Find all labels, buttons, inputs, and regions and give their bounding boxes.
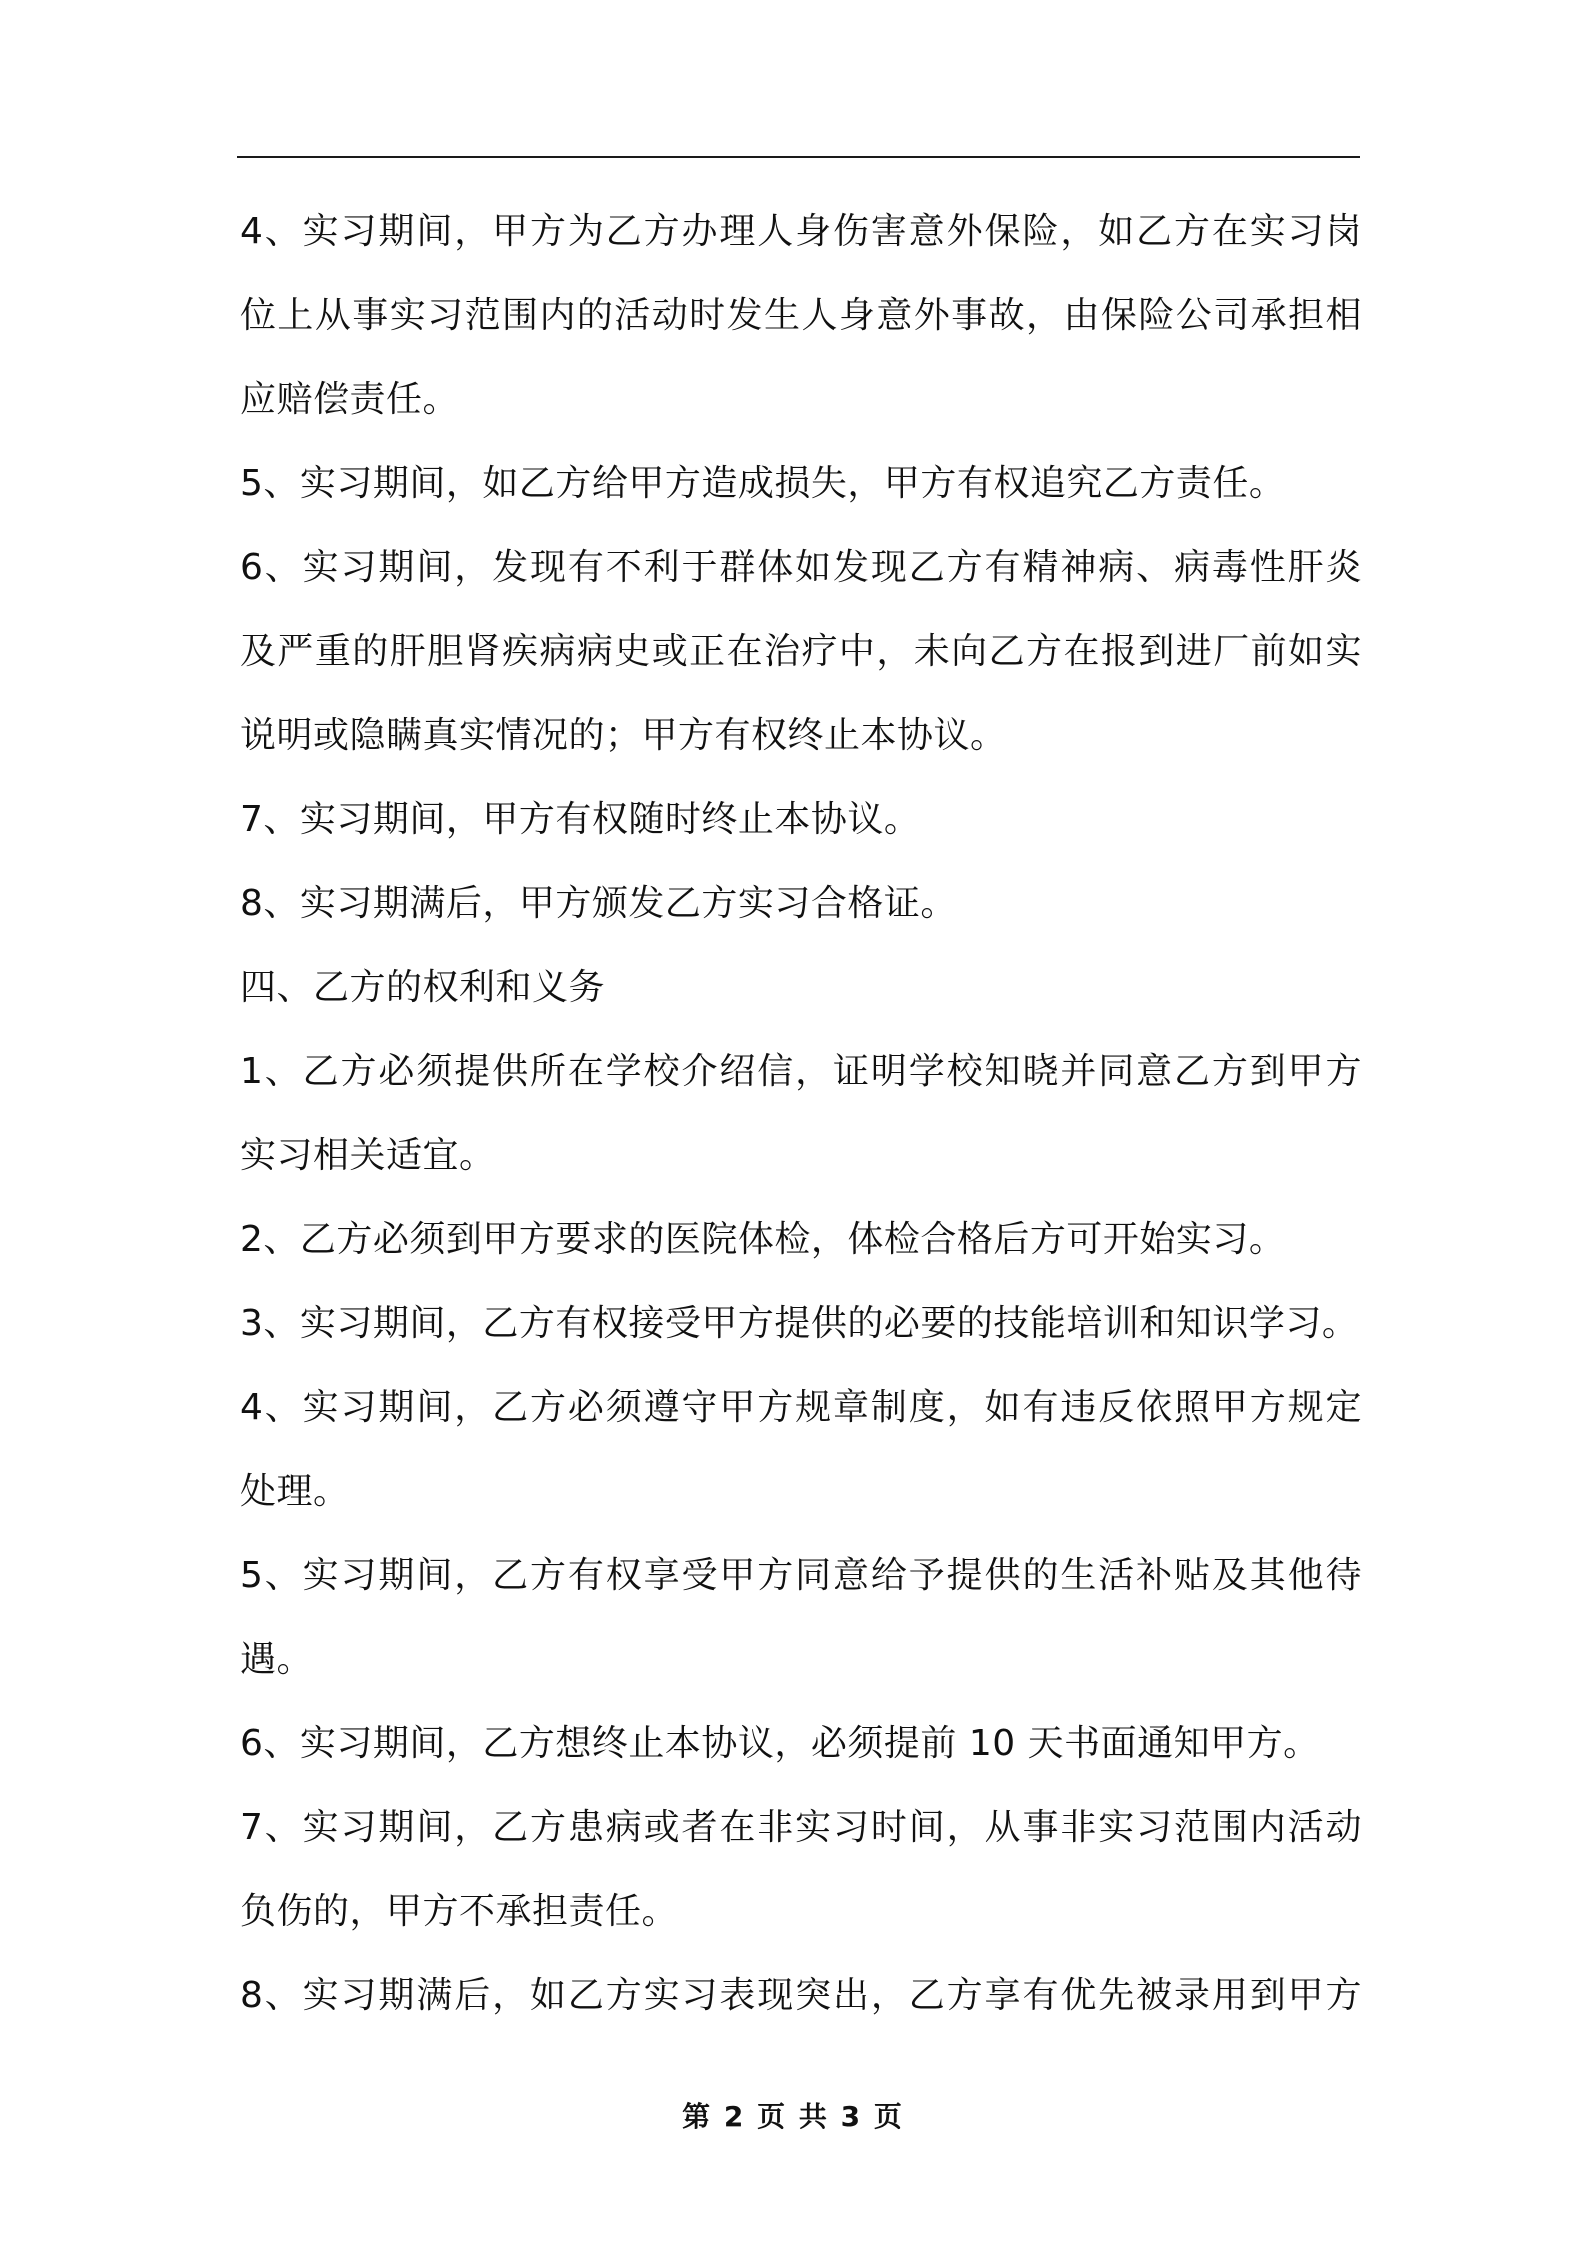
- paragraph-line: 6、实习期间，乙方想终止本协议，必须提前 10 天书面通知甲方。: [240, 1723, 1320, 1764]
- paragraph-line: 8、实习期满后，甲方颁发乙方实习合格证。: [240, 883, 957, 924]
- paragraph-line: 5、实习期间，如乙方给甲方造成损失，甲方有权追究乙方责任。: [240, 463, 1286, 504]
- paragraph-line: 位上从事实习范围内的活动时发生人身意外事故，由保险公司承担相: [240, 295, 1362, 336]
- paragraph-line: 1、乙方必须提供所在学校介绍信，证明学校知晓并同意乙方到甲方: [240, 1051, 1362, 1092]
- paragraph-line: 说明或隐瞒真实情况的；甲方有权终止本协议。: [240, 715, 1007, 756]
- paragraph-line: 遇。: [240, 1639, 314, 1680]
- paragraph-line: 7、实习期间，乙方患病或者在非实习时间，从事非实习范围内活动: [240, 1807, 1362, 1848]
- paragraph-line: 3、实习期间，乙方有权接受甲方提供的必要的技能培训和知识学习。: [240, 1303, 1359, 1344]
- paragraph-line: 5、实习期间，乙方有权享受甲方同意给予提供的生活补贴及其他待: [240, 1555, 1362, 1596]
- paragraph-line: 实习相关适宜。: [240, 1135, 496, 1176]
- document-body: [240, 192, 1362, 2040]
- paragraph-line: 4、实习期间，乙方必须遵守甲方规章制度，如有违反依照甲方规定: [240, 1387, 1362, 1428]
- paragraph-line: 2、乙方必须到甲方要求的医院体检，体检合格后方可开始实习。: [240, 1219, 1286, 1260]
- paragraph-line: 8、实习期满后，如乙方实习表现突出，乙方享有优先被录用到甲方: [240, 1975, 1362, 2016]
- paragraph-line: 应赔偿责任。: [240, 379, 460, 420]
- paragraph-line: 6、实习期间，发现有不利于群体如发现乙方有精神病、病毒性肝炎: [240, 547, 1362, 588]
- paragraph-line: 7、实习期间，甲方有权随时终止本协议。: [240, 799, 921, 840]
- paragraph-line: 处理。: [240, 1471, 350, 1512]
- paragraph-line: 及严重的肝胆肾疾病病史或正在治疗中，未向乙方在报到进厂前如实: [240, 631, 1362, 672]
- page-footer: 第 2 页 共 3 页: [682, 2100, 904, 2133]
- paragraph-line: 四、乙方的权利和义务: [240, 967, 606, 1008]
- paragraph-line: 4、实习期间，甲方为乙方办理人身伤害意外保险，如乙方在实习岗: [240, 211, 1362, 252]
- header-rule: [237, 156, 1360, 158]
- paragraph-line: 负伤的，甲方不承担责任。: [240, 1891, 679, 1932]
